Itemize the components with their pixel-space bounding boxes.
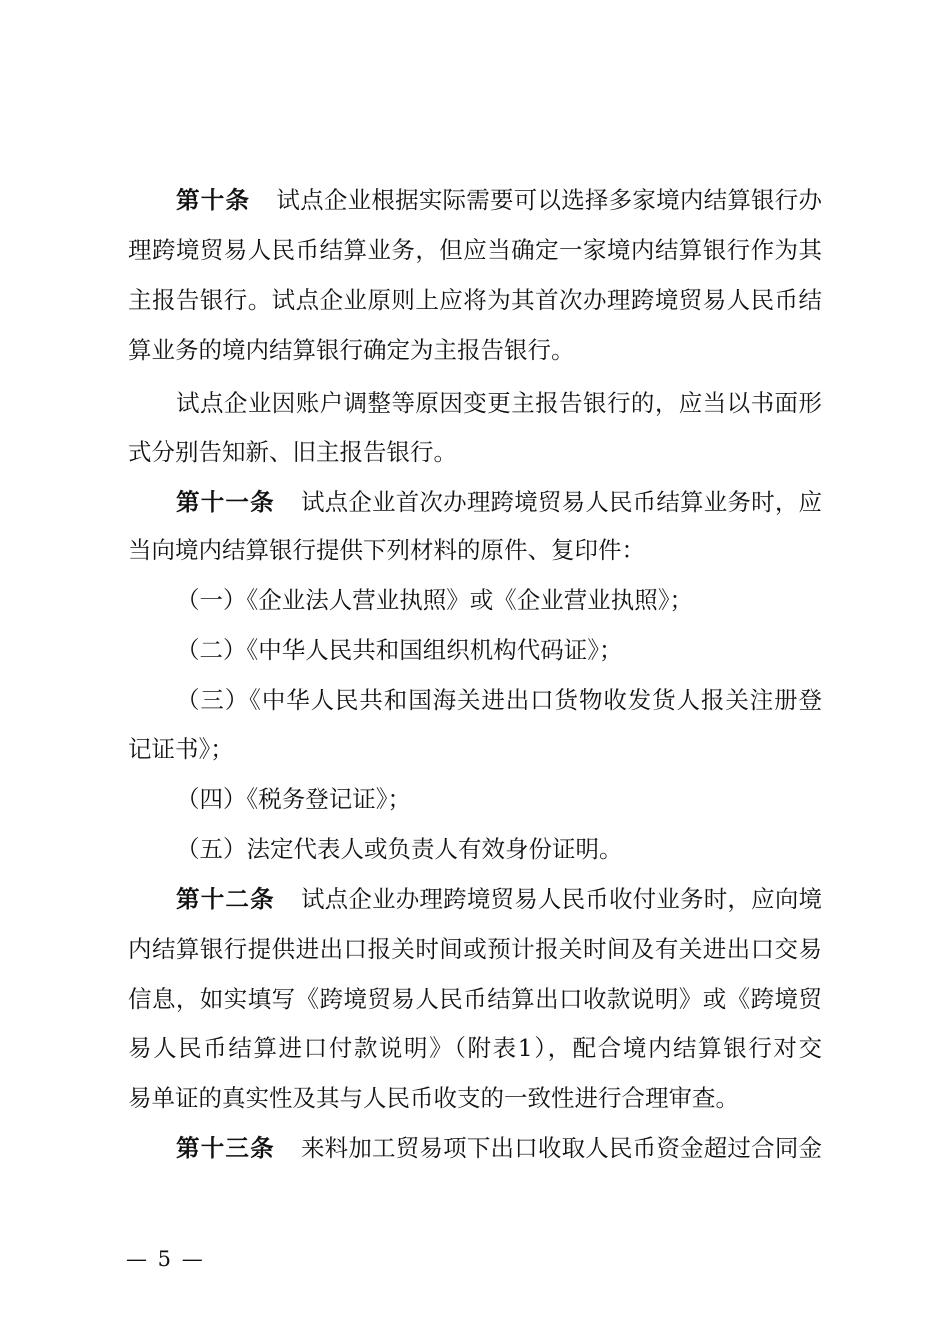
article-12-line-4: 易人民币结算进口付款说明》（附表1），配合境内结算银行对交 [128,1034,822,1062]
paragraph-line-1: 试点企业因账户调整等原因变更主报告银行的，应当以书面形 [176,389,822,417]
article-12-line-1 [0,879,950,919]
paragraph-text: 试点企业办理跨境贸易人民币收付业务时，应向境 [300,885,823,913]
paragraph-text: 来料加工贸易项下出口收取人民币资金超过合同金 [300,1134,823,1162]
paragraph-line-2: 式分别告知新、旧主报告银行。 [128,438,457,466]
article-heading: 第十三条 [176,1134,275,1162]
list-item-4: （四）《税务登记证》； [176,785,411,813]
article-10-line-2: 理跨境贸易人民币结算业务，但应当确定一家境内结算银行作为其 [128,236,822,264]
article-heading: 第十一条 [176,488,275,516]
page-number: — 5 — [126,1247,205,1271]
article-10-line-3: 主报告银行。试点企业原则上应将为其首次办理跨境贸易人民币结 [128,286,822,314]
list-item-3-line-1: （三）《中华人民共和国海关进出口货物收发货人报关注册登 [176,686,822,714]
article-heading: 第十二条 [176,885,275,913]
list-item-2: （二）《中华人民共和国组织机构代码证》； [176,636,623,664]
article-12-line-2: 内结算银行提供进出口报关时间或预计报关时间及有关进出口交易 [128,935,822,963]
article-13-line-1 [0,1128,950,1168]
article-heading: 第十条 [176,186,251,214]
article-10-line-4: 算业务的境内结算银行确定为主报告银行。 [128,336,575,364]
article-12-line-3: 信息，如实填写《跨境贸易人民币结算出口收款说明》或《跨境贸 [128,985,822,1013]
article-11-line-2: 当向境内结算银行提供下列材料的原件、复印件： [128,536,645,564]
list-item-3-line-2: 记证书》； [128,735,234,763]
article-10-line-1 [0,180,950,220]
paragraph-text: 试点企业首次办理跨境贸易人民币结算业务时，应 [300,488,823,516]
paragraph-text: 试点企业根据实际需要可以选择多家境内结算银行办 [276,186,823,214]
list-item-1: （一）《企业法人营业执照》或《企业营业执照》； [176,586,693,614]
list-item-5: （五）法定代表人或负责人有效身份证明。 [176,835,623,863]
article-12-line-5: 易单证的真实性及其与人民币收支的一致性进行合理审查。 [128,1084,739,1112]
article-11-line-1 [0,482,950,522]
